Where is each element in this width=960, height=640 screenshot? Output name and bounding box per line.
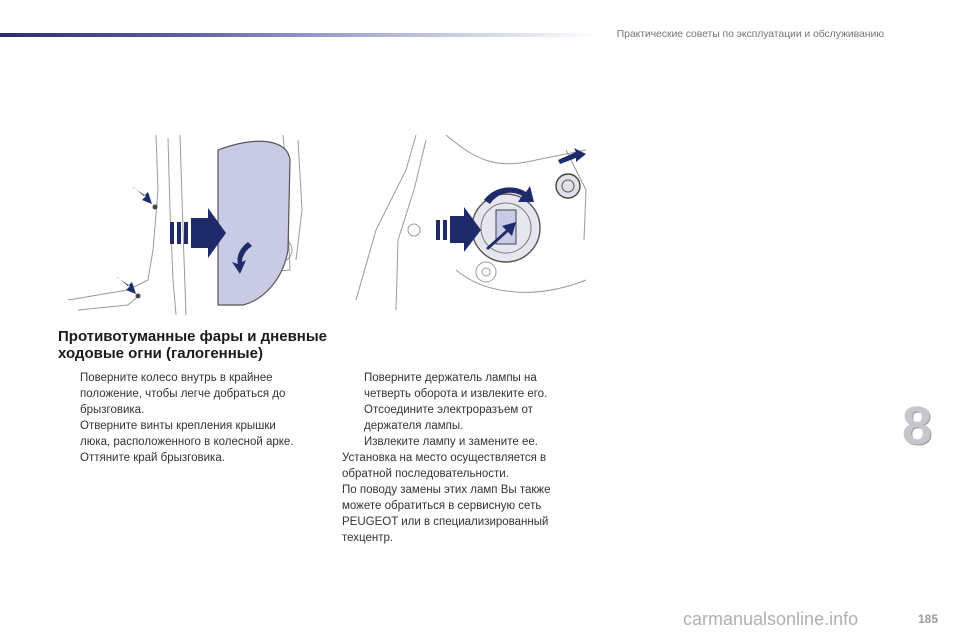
right-column [342,370,592,546]
step-item: Отсоедините электроразъем от держателя лампы. [364,404,533,432]
step-item: Поверните держатель лампы на четверть оборота и извлеките его. [364,372,548,400]
section-title-line: ходовые огни (галогенные) [58,345,263,362]
push-arrow-icon-right [436,207,481,252]
mudguard-shield-shape [218,141,290,305]
step-item: Поверните колесо внутрь в крайнее положение, чтобы легче добраться до брызговика. [80,372,286,416]
header-gradient-bar [0,33,600,37]
paragraph: По поводу замены этих ламп Вы также можете обратиться в сервисную сеть PEUGEOT или в специализированный техцентр. [342,484,551,544]
section-title-line: Противотуманные фары и дневные [58,328,328,345]
illustration-wheel-arch [58,130,320,322]
step-item: Отверните винты крепления крышки люка, расположенного в колесной арке. [80,420,294,448]
watermark: carmanualsonline.info [683,609,859,629]
illustration-fog-lamp [336,130,598,322]
paragraph: Установка на место осуществляется в обратной последовательности. [342,452,547,480]
header-title: Практические советы по эксплуатации и обслуживанию [616,28,884,40]
section-title [58,328,338,362]
step-item: Оттяните край брызговика. [80,452,225,464]
page-number: 185 [917,612,938,626]
step-item: Извлеките лампу и замените ее. [364,436,538,448]
left-column [58,370,328,466]
chapter-number: 8 [902,396,933,456]
connector-shape [556,174,580,198]
screw-arrow-bottom-icon [116,276,141,299]
screw-arrow-top-icon [132,186,158,210]
